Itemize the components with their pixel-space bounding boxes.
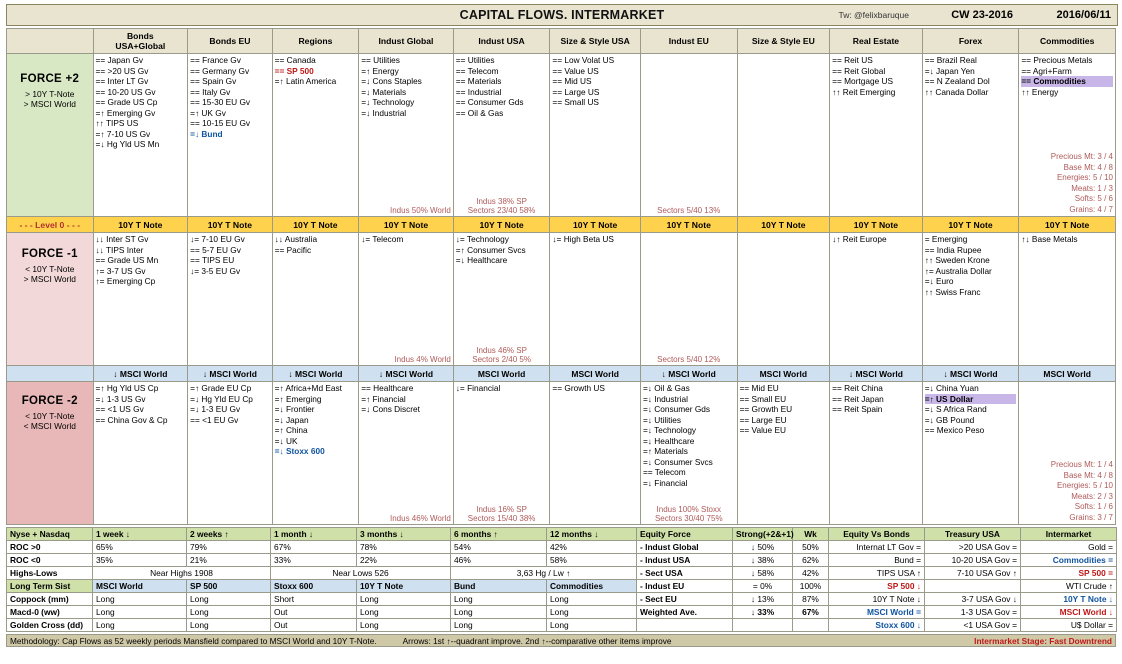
cell-fm2-size-style-eu: == Mid EU == Small EU == Growth EU == Large EU == Value EU	[737, 382, 830, 525]
roc-pos-2w: 79%	[187, 541, 271, 554]
im-row3: WTI Crude ↑	[1021, 580, 1117, 593]
title-bar	[6, 4, 1118, 26]
cell-fm1-size-style-usa: ↓= High Beta US	[550, 233, 641, 366]
header-commodities: Commodities	[1019, 29, 1116, 54]
note-indus-global-fm1: Indus 4% World	[394, 355, 451, 364]
tr-row0: >20 USA Gov =	[925, 541, 1021, 554]
cell-fm1-indust-usa: ↓= Technology =↑ Consumer Svcs =↓ Healthcare Indus 46% SP Sectors 2/40 5%	[453, 233, 550, 366]
cell-f2-forex: == Brazil Real =↓ Japan Yen == N Zealand Dol ↑↑ Canada Dollar	[922, 54, 1019, 217]
intermarket-stage: Intermarket Stage: Fast Downtrend	[974, 635, 1112, 646]
ef-indust-eu-val: = 0%	[733, 580, 793, 593]
evb-row4: 10Y T Note ↓	[829, 593, 925, 606]
lt-stoxx: Stoxx 600	[271, 580, 357, 593]
wk-label: Wk	[793, 528, 829, 541]
cell-fm1-regions: ↓↓ Australia == Pacific	[272, 233, 359, 366]
cell-fm2-regions: =↑ Africa+Md East =↑ Emerging =↓ Frontier =↓ Japan =↑ China =↓ UK =↓ Stoxx 600	[272, 382, 359, 525]
roc-neg-3m: 22%	[357, 554, 451, 567]
level0-bonds-us: 10Y T Note	[93, 217, 188, 233]
roc-neg-1w: 35%	[93, 554, 187, 567]
lt-msci: MSCI World	[93, 580, 187, 593]
row-force-plus2	[7, 54, 1116, 217]
tr-row1: 10-20 USA Gov =	[925, 554, 1021, 567]
row-coppock	[7, 593, 1117, 606]
lt-commodities: Commodities	[547, 580, 637, 593]
evb-row5: MSCI World =	[829, 606, 925, 619]
gc-sp500: Long	[187, 619, 271, 632]
macd-msci: Long	[93, 606, 187, 619]
cell-fm2-bonds-us: =↑ Hg Yld US Cp =↓ 1-3 US Gv == <1 US Gv == China Gov & Cp	[93, 382, 188, 525]
header-bonds-eu: Bonds EU	[188, 29, 273, 54]
page-title: CAPITAL FLOWS. INTERMARKET	[459, 8, 665, 22]
cell-fm2-commodities: Precious Mt: 1 / 4 Base Mt: 4 / 8 Energies: 5 / 10 Meats: 2 / 3 Softs: 1 / 6 Grains: 3 / 7	[1019, 382, 1116, 525]
cell-fm2-bonds-eu: =↑ Grade EU Cp =↓ Hg Yld EU Cp =↓ 1-3 EU Gv == <1 EU Gv	[188, 382, 273, 525]
ef-weighted-label: Weighted Ave.	[637, 606, 733, 619]
ef-indust-usa-wk: 62%	[793, 554, 829, 567]
row-msci-world	[7, 366, 1116, 382]
msci-indust-global: ↓ MSCI World	[359, 366, 454, 382]
evb-row6: Stoxx 600 ↓	[829, 619, 925, 632]
tr-row6: <1 USA Gov =	[925, 619, 1021, 632]
level0-size-style-eu: 10Y T Note	[737, 217, 830, 233]
row-roc-positive	[7, 541, 1117, 554]
roc-neg-label: ROC <0	[7, 554, 93, 567]
equity-force-label: Equity Force	[637, 528, 733, 541]
roc-pos-label: ROC >0	[7, 541, 93, 554]
gc-commodities: Long	[547, 619, 637, 632]
col-1week: 1 week ↓	[93, 528, 187, 541]
cell-fm2-size-style-usa: == Growth US	[550, 382, 641, 525]
level0-indust-global: 10Y T Note	[359, 217, 454, 233]
row-force-minus1	[7, 233, 1116, 366]
note-indus-usa-fm2-2: Sectors 15/40 38%	[467, 514, 536, 523]
ef-blank-1	[637, 619, 733, 632]
evb-row0: Internat LT Gov =	[829, 541, 925, 554]
roc-pos-6m: 54%	[451, 541, 547, 554]
im-row6: U$ Dollar =	[1021, 619, 1117, 632]
roc-pos-1w: 65%	[93, 541, 187, 554]
intermarket-label: Intermarket	[1021, 528, 1117, 541]
evb-row2: TIPS USA ↑	[829, 567, 925, 580]
cell-f2-size-style-usa: == Low Volat US == Value US == Mid US == Large US == Small US	[550, 54, 641, 217]
coppock-sp500: Long	[187, 593, 271, 606]
cell-f2-real-estate: == Reit US == Reit Global == Mortgage US ↑↑ Reit Emerging	[830, 54, 923, 217]
ef-indust-eu-label: - Indust EU	[637, 580, 733, 593]
row-force-minus2	[7, 382, 1116, 525]
header-indust-eu: Indust EU	[640, 29, 737, 54]
macd-bund: Long	[451, 606, 547, 619]
roc-pos-3m: 78%	[357, 541, 451, 554]
force-minus2-sub1: < 10Y T-Note	[25, 411, 75, 421]
main-grid	[6, 28, 1116, 525]
col-3months: 3 months ↓	[357, 528, 451, 541]
level0-bonds-eu: 10Y T Note	[188, 217, 273, 233]
tr-row3	[925, 580, 1021, 593]
col-2weeks: 2 weeks ↑	[187, 528, 271, 541]
cell-fm1-size-style-eu	[737, 233, 830, 366]
cell-fm1-commodities: ↑↓ Base Metals	[1019, 233, 1116, 366]
note-indus-usa-fm1-1: Indus 46% SP	[476, 346, 527, 355]
tr-row4: 3-7 USA Gov ↓	[925, 593, 1021, 606]
level0-regions: 10Y T Note	[272, 217, 359, 233]
coppock-stoxx: Short	[271, 593, 357, 606]
macd-commodities: Long	[547, 606, 637, 619]
header-indust-global: Indust Global	[359, 29, 454, 54]
macd-sp500: Long	[187, 606, 271, 619]
msci-forex: ↓ MSCI World	[922, 366, 1019, 382]
methodology-bar	[6, 634, 1116, 647]
ef-sect-usa-wk: 42%	[793, 567, 829, 580]
msci-real-estate: ↓ MSCI World	[830, 366, 923, 382]
header-size-style-eu: Size & Style EU	[737, 29, 830, 54]
force-plus2-title: FORCE +2	[20, 73, 80, 85]
grid-header-row	[7, 29, 1116, 54]
roc-neg-2w: 21%	[187, 554, 271, 567]
header-forex: Forex	[922, 29, 1019, 54]
cell-f2-regions: == Canada == SP 500 =↑ Latin America	[272, 54, 359, 217]
coppock-msci: Long	[93, 593, 187, 606]
treasury-usa-label: Treasury USA	[925, 528, 1021, 541]
cell-f2-indust-usa: == Utilities == Telecom == Materials == Industrial == Consumer Gds == Oil & Gas Indus 38% SP Sectors 23/40 58%	[453, 54, 550, 217]
note-indus-usa-f2-2: Sectors 23/40 58%	[467, 206, 536, 215]
cell-fm1-indust-eu	[640, 233, 737, 366]
msci-commodities: MSCI World	[1019, 366, 1116, 382]
cell-fm2-indust-eu: =↓ Oil & Gas =↓ Industrial =↓ Consumer Gds =↓ Utilities =↓ Technology =↓ Healthcare =↑ Materials =↓ Consumer Svcs == Telecom =↓ Financial Indus 100% Stoxx Sectors 30/40 75%	[640, 382, 737, 525]
highs-lows-label: Highs-Lows	[7, 567, 93, 580]
tr-row5: 1-3 USA Gov =	[925, 606, 1021, 619]
row-long-term-header	[7, 580, 1117, 593]
im-row5: MSCI World ↓	[1021, 606, 1117, 619]
long-term-sist-label: Long Term Sist	[7, 580, 93, 593]
macd-10y: Long	[357, 606, 451, 619]
ef-indust-global-val: ↓ 50%	[733, 541, 793, 554]
row-golden-cross	[7, 619, 1117, 632]
level0-indust-usa: 10Y T Note	[453, 217, 550, 233]
macd-label: Macd-0 (ww)	[7, 606, 93, 619]
cell-fm1-bonds-eu: ↓= 7-10 EU Gv == 5-7 EU Gv == TIPS EU ↓= 3-5 EU Gv	[188, 233, 273, 366]
lt-sp500: SP 500	[187, 580, 271, 593]
level0-forex: 10Y T Note	[922, 217, 1019, 233]
ef-indust-usa-label: - Indust USA	[637, 554, 733, 567]
force-minus1-sub2: > MSCI World	[23, 274, 76, 284]
col-12months: 12 months ↓	[547, 528, 637, 541]
gc-bund: Long	[451, 619, 547, 632]
level0-commodities: 10Y T Note	[1019, 217, 1116, 233]
msci-indust-eu: ↓ MSCI World	[640, 366, 737, 382]
nyse-nasdaq-label: Nyse + Nasdaq	[7, 528, 93, 541]
row-macd	[7, 606, 1117, 619]
note-indus-eu-f2: Sectors 5/40 13%	[657, 206, 721, 215]
ef-weighted-wk: 67%	[793, 606, 829, 619]
cell-f2-size-style-eu	[737, 54, 830, 217]
force-plus2-label-cell	[7, 54, 94, 217]
level0-label: - - - Level 0 - - -	[7, 217, 94, 233]
date-label: 2016/06/11	[1056, 9, 1111, 21]
note-indus-eu-fm2-2: Sectors 30/40 75%	[654, 514, 723, 523]
cell-fm1-indust-global: ↓= Telecom Indus 4% World	[359, 233, 454, 366]
week-label: CW 23-2016	[951, 9, 1013, 21]
strong-label: Strong(+2&+1)	[733, 528, 793, 541]
header-size-style-usa: Size & Style USA	[550, 29, 641, 54]
coppock-10y: Long	[357, 593, 451, 606]
coppock-bund: Long	[451, 593, 547, 606]
cell-fm1-forex: = Emerging == India Rupee ↑↑ Sweden Krone ↑= Australia Dollar =↓ Euro ↑↑ Swiss Franc	[922, 233, 1019, 366]
coppock-label: Coppock (mm)	[7, 593, 93, 606]
level0-real-estate: 10Y T Note	[830, 217, 923, 233]
note-indus-usa-fm1-2: Sectors 2/40 5%	[472, 355, 531, 364]
level0-size-style-usa: 10Y T Note	[550, 217, 641, 233]
hg-lw-ratio: 3,63 Hg / Lw ↑	[451, 567, 637, 580]
cell-f2-bonds-us: == Japan Gv == >20 US Gv == Inter LT Gv == 10-20 US Gv == Grade US Cp =↑ Emerging Gv ↑↑ TIPS US =↑ 7-10 US Gv =↓ Hg Yld US Mn	[93, 54, 188, 217]
ef-sect-eu-wk: 87%	[793, 593, 829, 606]
tr-row2: 7-10 USA Gov ↑	[925, 567, 1021, 580]
ef-blank-3	[793, 619, 829, 632]
golden-cross-label: Golden Cross (dd)	[7, 619, 93, 632]
ef-blank-2	[733, 619, 793, 632]
ef-indust-global-label: - Indust Global	[637, 541, 733, 554]
cell-fm1-real-estate: ↓↑ Reit Europe	[830, 233, 923, 366]
ef-indust-usa-val: ↓ 38%	[733, 554, 793, 567]
note-indus-eu-fm1: Sectors 5/40 12%	[657, 355, 721, 364]
note-indus-usa-fm2-1: Indus 16% SP	[476, 505, 527, 514]
col-1month: 1 month ↓	[271, 528, 357, 541]
level0-indust-eu: 10Y T Note	[640, 217, 737, 233]
evb-row1: Bund =	[829, 554, 925, 567]
roc-pos-1m: 67%	[271, 541, 357, 554]
cell-fm2-indust-usa: ↓= Financial Indus 16% SP Sectors 15/40 38%	[453, 382, 550, 525]
gc-10y: Long	[357, 619, 451, 632]
force-plus2-sub2: > MSCI World	[23, 99, 76, 109]
ef-indust-global-wk: 50%	[793, 541, 829, 554]
evb-row3: SP 500 ↓	[829, 580, 925, 593]
cell-f2-commodities: == Precious Metals == Agri+Farm == Commodities ↑↑ Energy Precious Mt: 3 / 4 Base Mt: 4 / 8 Energies: 5 / 10 Meats: 1 / 3 Softs: 5 / 6 Grains: 4 / 7	[1019, 54, 1116, 217]
col-6months: 6 months ↑	[451, 528, 547, 541]
row-highs-lows	[7, 567, 1117, 580]
roc-neg-1m: 33%	[271, 554, 357, 567]
im-row0: Gold =	[1021, 541, 1117, 554]
near-highs: Near Highs 1908	[93, 567, 271, 580]
force-plus2-sub1: > 10Y T-Note	[25, 89, 75, 99]
header-regions: Regions	[272, 29, 359, 54]
roc-neg-6m: 46%	[451, 554, 547, 567]
note-indus-eu-fm2-1: Indus 100% Stoxx	[656, 505, 721, 514]
note-indus-global-fm2: Indus 46% World	[390, 514, 451, 523]
macd-stoxx: Out	[271, 606, 357, 619]
cell-f2-indust-global: == Utilities =↑ Energy =↓ Cons Staples =↓ Materials =↓ Technology =↓ Industrial Indus 50% World	[359, 54, 454, 217]
methodology-text: Methodology: Cap Flows as 52 weekly periods Mansfield compared to MSCI World and 10Y T-Note.	[10, 635, 377, 646]
cell-f2-bonds-eu: == France Gv == Germany Gv == Spain Gv == Italy Gv == 15-30 EU Gv =↑ UK Gv == 10-15 EU Gv =↓ Bund	[188, 54, 273, 217]
header-blank	[7, 29, 94, 54]
header-real-estate: Real Estate	[830, 29, 923, 54]
cell-fm1-bonds-us: ↓↓ Inter ST Gv ↓↓ TIPS Inter == Grade US Mn ↑= 3-7 US Gv ↑= Emerging Cp	[93, 233, 188, 366]
im-row4: 10Y T Note ↓	[1021, 593, 1117, 606]
gc-msci: Long	[93, 619, 187, 632]
msci-regions: ↓ MSCI World	[272, 366, 359, 382]
row-level-0	[7, 217, 1116, 233]
im-row1: Commodities =	[1021, 554, 1117, 567]
note-indus-global-f2: Indus 50% World	[390, 206, 451, 215]
lt-10y: 10Y T Note	[357, 580, 451, 593]
msci-indust-usa: MSCI World	[453, 366, 550, 382]
msci-bonds-eu: ↓ MSCI World	[188, 366, 273, 382]
arrows-legend: Arrows: 1st ↑--quadrant improve. 2nd ↑--comparative other items improve	[402, 635, 672, 646]
msci-bonds-us: ↓ MSCI World	[93, 366, 188, 382]
cell-fm2-forex: =↓ China Yuan =↑ US Dollar =↓ S Africa Rand =↓ GB Pound == Mexico Peso	[922, 382, 1019, 525]
note-indus-usa-f2-1: Indus 38% SP	[476, 197, 527, 206]
coppock-commodities: Long	[547, 593, 637, 606]
twitter-handle: Tw: @felixbaruque	[838, 10, 909, 20]
force-minus2-label-cell	[7, 382, 94, 525]
ef-sect-eu-label: - Sect EU	[637, 593, 733, 606]
bottom-header-row	[7, 528, 1117, 541]
cell-f2-indust-eu	[640, 54, 737, 217]
force-minus1-title: FORCE -1	[21, 248, 78, 260]
ef-sect-usa-label: - Sect USA	[637, 567, 733, 580]
header-indust-usa: Indust USA	[453, 29, 550, 54]
ef-sect-usa-val: ↓ 58%	[733, 567, 793, 580]
msci-blank	[7, 366, 94, 382]
gc-stoxx: Out	[271, 619, 357, 632]
equity-vs-bonds-label: Equity Vs Bonds	[829, 528, 925, 541]
msci-size-style-eu: MSCI World	[737, 366, 830, 382]
force-minus1-sub1: < 10Y T-Note	[25, 264, 75, 274]
header-bonds-us: Bonds USA+Global	[93, 29, 188, 54]
cell-fm2-real-estate: == Reit China == Reit Japan == Reit Spain	[830, 382, 923, 525]
ef-indust-eu-wk: 100%	[793, 580, 829, 593]
lt-bund: Bund	[451, 580, 547, 593]
roc-neg-12m: 58%	[547, 554, 637, 567]
force-minus2-sub2: < MSCI World	[23, 421, 76, 431]
force-minus1-label-cell	[7, 233, 94, 366]
cell-fm2-indust-global: == Healthcare =↑ Financial =↓ Cons Discret Indus 46% World	[359, 382, 454, 525]
im-row2: SP 500 =	[1021, 567, 1117, 580]
msci-size-style-usa: MSCI World	[550, 366, 641, 382]
roc-pos-12m: 42%	[547, 541, 637, 554]
ef-weighted-val: ↓ 33%	[733, 606, 793, 619]
ef-sect-eu-val: ↓ 13%	[733, 593, 793, 606]
row-roc-negative	[7, 554, 1117, 567]
bottom-tables	[6, 527, 1117, 632]
force-minus2-title: FORCE -2	[21, 395, 78, 407]
near-lows: Near Lows 526	[271, 567, 451, 580]
